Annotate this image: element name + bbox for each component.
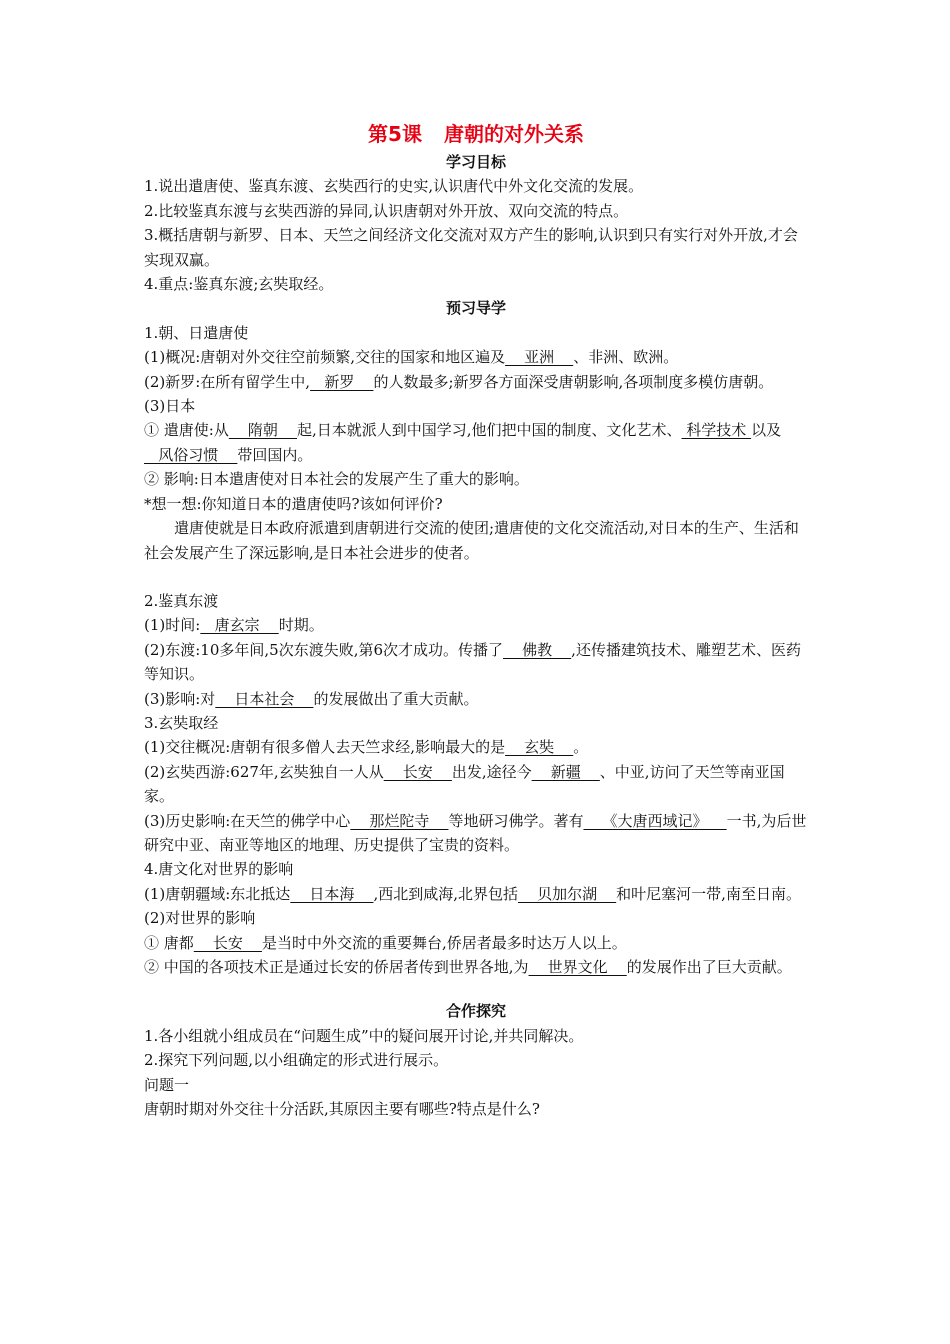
answer-blank: 长安 bbox=[193, 933, 262, 952]
answer-blank: 《大唐西域记》 bbox=[583, 811, 727, 830]
section-title: 2.鉴真东渡 bbox=[144, 591, 219, 610]
sub-title: (3)日本 bbox=[144, 397, 196, 416]
section-title: 4.唐文化对世界的影响 bbox=[144, 860, 294, 879]
goal-item: 1.说出遣唐使、鉴真东渡、玄奘西行的史实,认识唐代中外文化交流的发展。 bbox=[144, 177, 644, 196]
fill-line: ② 中国的各项技术正是通过长安的侨居者传到世界各地,为 世界文化 的发展作出了巨大贡献。 bbox=[144, 958, 792, 976]
coop-item: 问题一 bbox=[144, 1075, 190, 1094]
fill-line: ① 唐都 长安 是当时中外交流的重要舞台,侨居者最多时达万人以上。 bbox=[144, 933, 627, 952]
fill-line: ① 遣唐使:从 隋朝 起,日本就派人到中国学习,他们把中国的制度、文化艺术、 科学技术 以及 风俗习惯 带回国内。 bbox=[144, 421, 782, 464]
fill-line: (2)东渡:10多年间,5次东渡失败,第6次才成功。传播了 佛教 ,还传播建筑技术、雕塑艺术、医药等知识。 bbox=[144, 640, 801, 684]
goal-item: 2.比较鉴真东渡与玄奘西游的异同,认识唐朝对外开放、双向交流的特点。 bbox=[144, 201, 629, 220]
answer-blank: 科学技术 bbox=[681, 421, 752, 440]
think-answer: 遣唐使就是日本政府派遣到唐朝进行交流的使团;遣唐使的文化交流活动,对日本的生产、生活和社会发展产生了深远影响,是日本社会进步的使者。 bbox=[144, 519, 799, 562]
answer-blank: 那烂陀寺 bbox=[350, 811, 449, 830]
lesson-number: 第5课 bbox=[368, 122, 422, 146]
document-page bbox=[144, 118, 808, 1121]
answer-blank: 玄奘 bbox=[505, 738, 574, 757]
fill-line: (1)唐朝疆域:东北抵达 日本海 ,西北到咸海,北界包括 贝加尔湖 和叶尼塞河一带,南至日南。 bbox=[144, 884, 801, 903]
goals-heading: 学习目标 bbox=[445, 153, 506, 171]
answer-blank: 新疆 bbox=[531, 762, 600, 781]
lesson-name: 唐朝的对外关系 bbox=[443, 122, 584, 146]
fill-line: (1)时间: 唐玄宗 时期。 bbox=[144, 616, 324, 635]
goal-item: 4.重点:鉴真东渡;玄奘取经。 bbox=[144, 275, 334, 294]
sub-title: (2)对世界的影响 bbox=[144, 909, 256, 928]
fill-line: (1)概况:唐朝对外交往空前频繁,交往的国家和地区遍及 亚洲 、非洲、欧洲。 bbox=[144, 348, 679, 367]
answer-blank: 世界文化 bbox=[528, 958, 627, 976]
coop-item: 2.探究下列问题,以小组确定的形式进行展示。 bbox=[144, 1051, 449, 1070]
section-title: 3.玄奘取经 bbox=[144, 713, 219, 732]
answer-blank: 贝加尔湖 bbox=[518, 884, 617, 903]
fill-line: (2)新罗:在所有留学生中, 新罗 的人数最多;新罗各方面深受唐朝影响,各项制度多模仿唐朝。 bbox=[144, 372, 774, 391]
answer-blank: 风俗习惯 bbox=[144, 445, 238, 464]
fill-line: (3)历史影响:在天竺的佛学中心 那烂陀寺 等地研习佛学。著有 《大唐西域记》 一书,为后世研究中亚、南亚等地区的地理、历史提供了宝贵的资料。 bbox=[144, 811, 807, 854]
coop-item: 唐朝时期对外交往十分活跃,其原因主要有哪些?特点是什么? bbox=[144, 1100, 540, 1119]
answer-blank: 长安 bbox=[383, 762, 452, 781]
fill-line: (2)玄奘西游:627年,玄奘独自一人从 长安 出发,途径今 新疆 、中亚,访问了天竺等南亚国家。 bbox=[144, 762, 785, 806]
page-title bbox=[144, 118, 808, 150]
answer-blank: 新罗 bbox=[310, 372, 374, 391]
fill-line: (3)影响:对 日本社会 的发展做出了重大贡献。 bbox=[144, 689, 479, 708]
answer-blank: 亚洲 bbox=[505, 348, 574, 367]
answer-blank: 日本海 bbox=[290, 884, 374, 903]
coop-item: 1.各小组就小组成员在“问题生成”中的疑问展开讨论,并共同解决。 bbox=[144, 1026, 584, 1045]
fill-line: (1)交往概况:唐朝有很多僧人去天竺求经,影响最大的是 玄奘 。 bbox=[144, 738, 589, 757]
answer-blank: 唐玄宗 bbox=[200, 616, 279, 635]
text-line: ② 影响:日本遣唐使对日本社会的发展产生了重大的影响。 bbox=[144, 470, 529, 489]
preview-heading: 预习导学 bbox=[445, 299, 506, 318]
think-question: *想一想:你知道日本的遣唐使吗?该如何评价? bbox=[144, 494, 443, 513]
answer-blank: 佛教 bbox=[503, 640, 572, 659]
answer-blank: 隋朝 bbox=[228, 421, 297, 440]
section-title: 1.朝、日遣唐使 bbox=[144, 323, 249, 342]
coop-heading: 合作探究 bbox=[445, 1002, 506, 1021]
goal-item: 3.概括唐朝与新罗、日本、天竺之间经济文化交流对双方产生的影响,认识到只有实行对外开放,才会实现双赢。 bbox=[144, 226, 798, 269]
answer-blank: 日本社会 bbox=[215, 689, 314, 708]
